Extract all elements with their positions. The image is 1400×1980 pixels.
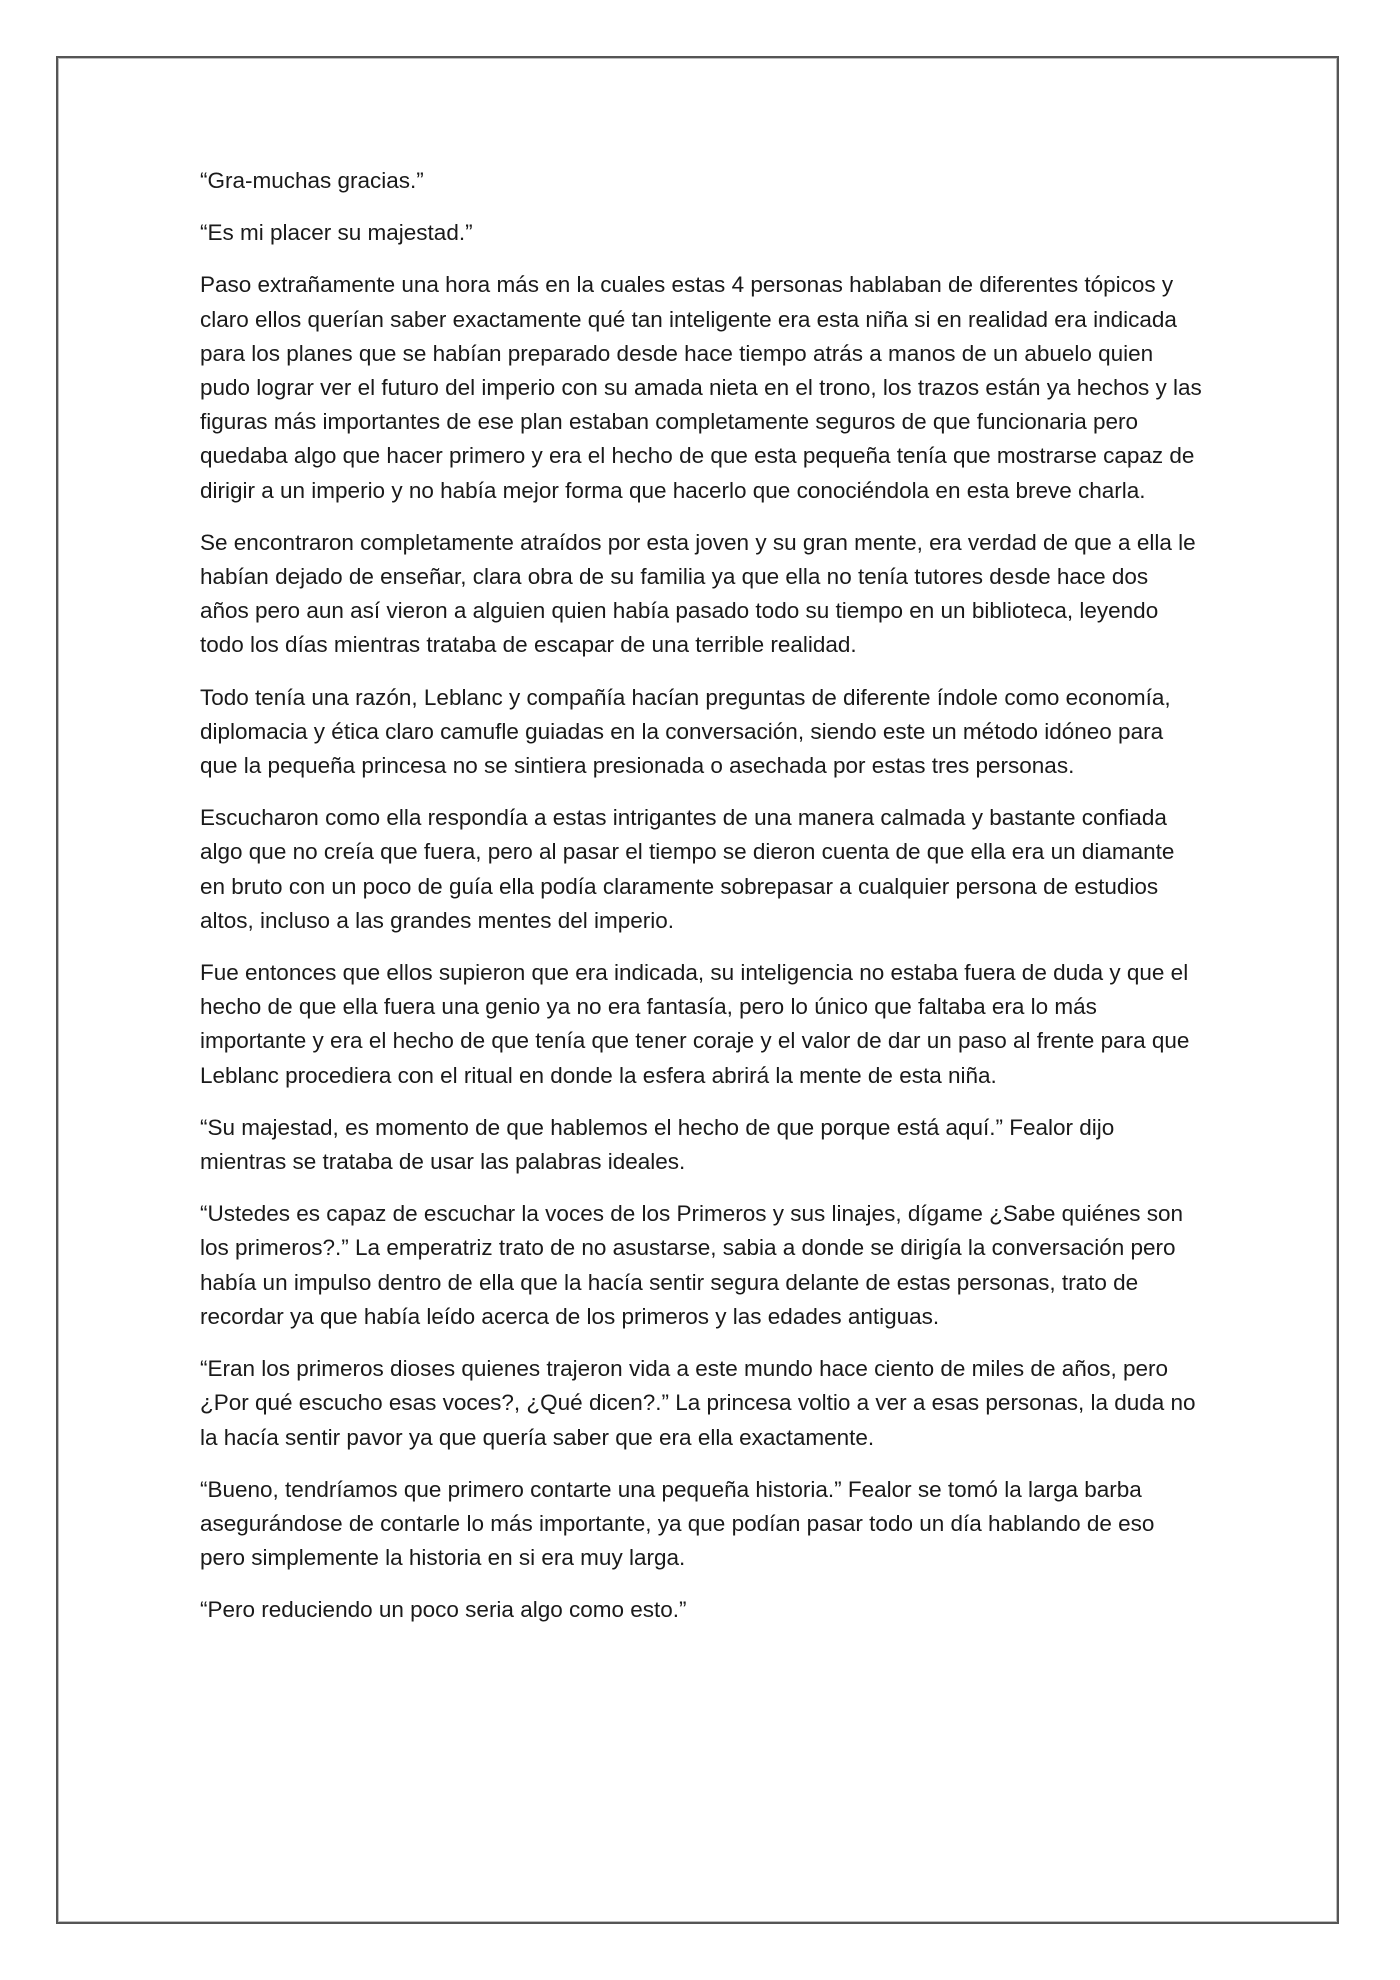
paragraph: Todo tenía una razón, Leblanc y compañía hacían preguntas de diferente índole como economía, diplomacia y ética claro camufle guiadas en la conversación, siendo este un método idóneo para que la pequeña princesa no se sintiera presionada o asechada por estas tres personas. bbox=[200, 684, 1171, 779]
paragraph: Escucharon como ella respondía a estas intrigantes de una manera calmada y bastante confiada algo que no creía que fuera, pero al pasar el tiempo se dieron cuenta de que ella era un diamante en bruto con un poco de guía ella podía claramente sobrepasar a cualquier persona de estudios altos, incluso a las grandes mentes del imperio. bbox=[200, 805, 1175, 933]
paragraph: “Su majestad, es momento de que hablemos el hecho de que porque está aquí.” Fealor dijo mientras se trataba de usar las palabras ideales. bbox=[200, 1114, 1115, 1175]
paragraph: Fue entonces que ellos supieron que era indicada, su inteligencia no estaba fuera de duda y que el hecho de que ella fuera una genio ya no era fantasía, pero lo único que faltaba era lo más importante y era el hecho de que tenía que tener coraje y el valor de dar un paso al frente para que Leblanc procediera con el ritual en donde la esfera abrirá la mente de esta niña. bbox=[200, 960, 1190, 1088]
paragraph: “Bueno, tendríamos que primero contarte una pequeña historia.” Fealor se tomó la larga barba asegurándose de contarle lo más importante, ya que podían pasar todo un día hablando de eso pero simplemente la historia en si era muy larga. bbox=[200, 1476, 1155, 1571]
paragraph: “Gra-muchas gracias.” bbox=[200, 168, 424, 193]
paragraph: “Ustedes es capaz de escuchar la voces de los Primeros y sus linajes, dígame ¿Sabe quiénes son los primeros?.” La emperatriz trato de no asustarse, sabia a donde se dirigía la conversación pero había un impulso dentro de ella que la hacía sentir segura delante de estas personas, trato de recordar ya que había leído acerca de los primeros y las edades antiguas. bbox=[200, 1201, 1184, 1329]
paragraph: “Eran los primeros dioses quienes trajeron vida a este mundo hace ciento de miles de años, pero ¿Por qué escucho esas voces?, ¿Qué dicen?.” La princesa voltio a ver a esas personas, la duda no la hacía sentir pavor ya que quería saber que era ella exactamente. bbox=[200, 1356, 1196, 1450]
paragraph: “Pero reduciendo un poco seria algo como esto.” bbox=[200, 1597, 687, 1623]
paragraph: Paso extrañamente una hora más en la cuales estas 4 personas hablaban de diferentes tópicos y claro ellos querían saber exactamente qué tan inteligente era esta niña si en realidad era indicada para los planes que se habían preparado desde hace tiempo atrás a manos de un abuelo quien pudo lograr ver el futuro del imperio con su amada nieta en el trono, los trazos están ya hechos y las figuras más importantes de ese plan estaban completamente seguros de que funcionaria pero quedaba algo que hacer primero y era el hecho de que esta pequeña tenía que mostrarse capaz de dirigir a un imperio y no había mejor forma que hacerlo que conociéndola en esta breve charla. bbox=[200, 272, 1202, 503]
document-body bbox=[200, 164, 1202, 1646]
paragraph: “Es mi placer su majestad.” bbox=[200, 220, 473, 246]
paragraph: Se encontraron completamente atraídos por esta joven y su gran mente, era verdad de que a ella le habían dejado de enseñar, clara obra de su familia ya que ella no tenía tutores desde hace dos años pero aun así vieron a alguien quien había pasado todo su tiempo en un biblioteca, leyendo todo los días mientras trataba de escapar de una terrible realidad. bbox=[200, 529, 1196, 658]
